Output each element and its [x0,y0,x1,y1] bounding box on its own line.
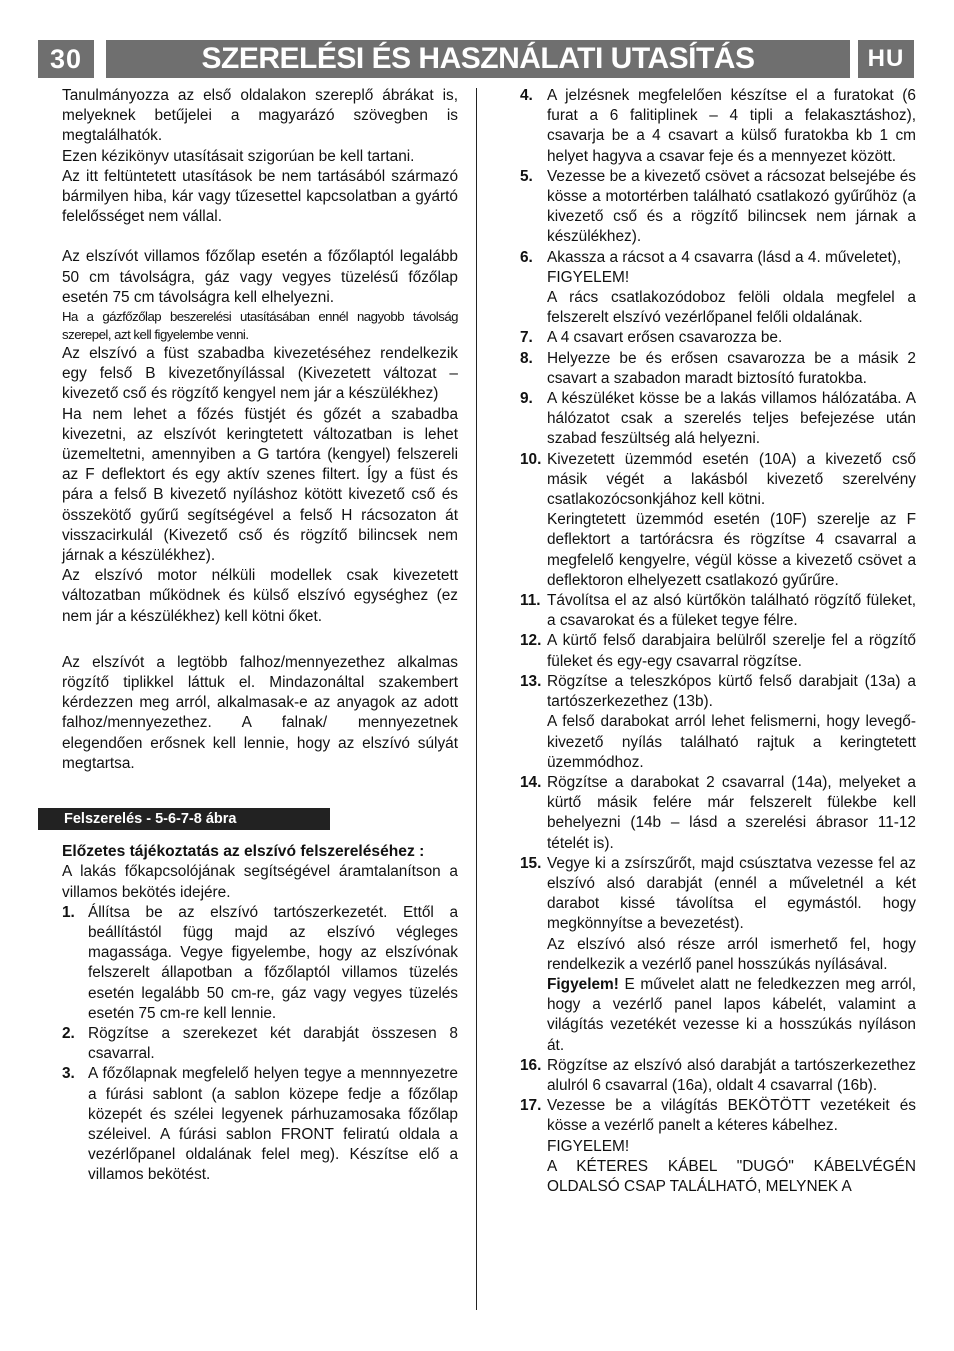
step-text: Rögzítse a darabokat 2 csavarral (14a), melyeket a kürtő másik felére már felszerelt fülekbe kell behelyezni (14b – lásd a szerelési ábrasor 11-12 tételét is). [547,773,916,852]
list-item [520,349,916,389]
step-number: 10. [520,450,542,468]
step-number: 16. [520,1056,542,1074]
spacer [62,774,458,794]
step-text-main: Vezesse be a világítás BEKÖTÖTT vezetékeit és kösse a vezérlő panelt a kéteres kábelhez. [547,1097,916,1135]
paragraph-instructions-strict: Ezen kézikönyv utasításait szigorúan be kell tartani. [62,147,415,165]
step-text [547,854,916,1056]
column-divider [476,88,477,1310]
list-item [520,591,916,631]
step-number: 5. [520,167,533,185]
step-number: 7. [520,329,533,347]
step-number: 4. [520,87,533,104]
list-item [520,86,916,167]
paragraph-ducted: Az elszívó a füst szabadba kivezetéséhez rendelkezik egy felső B kivezetőnyílással (Kivezetett változat – kivezető cső és rögzítő kengyel nem jár a készülékhez) [62,345,458,403]
subheading-preliminary: Előzetes tájékoztatás az elszívó felszereléséhez : [62,843,425,861]
step-note: A KÉTERES KÁBEL "DUGÓ" KÁBELVÉGÉN OLDALSÓ CSAP TALÁLHATÓ, MELYNEK A [547,1157,916,1195]
step-text-main: Rögzítse a teleszkópos kürtő felső darabjait (13a) a tartószerkezethez (13b). [547,672,916,711]
page-number: 30 [38,40,94,78]
step-number: 6. [520,248,533,266]
step-number: 15. [520,854,542,872]
warning-label: Figyelem! [547,975,619,993]
list-item [62,1024,458,1064]
page-title: SZERELÉSI ÉS HASZNÁLATI UTASÍTÁS [106,40,850,78]
step-text [547,248,916,329]
list-item [520,248,916,329]
paragraph-intro: Tanulmányozza az első oldalakon szereplő ábrákat is, melyeknek betűjelei a magyarázó szövegben is megtalálhatók. [62,87,458,145]
warning-text: E művelet alatt ne feledkezzen meg arról, hogy a vezérlő panel lapos kábelét, valamint a világítás vezetékét vezesse ki a hosszúkás nyíláson át. [547,975,916,1054]
warning-label: FIGYELEM! [547,1137,630,1155]
step-number: 13. [520,672,542,690]
step-note: A felső darabokat arról lehet felismerni, hogy levegő-kivezető nyílás található rajtuk a keringtetett üzemmódhoz. [547,713,916,771]
paragraph-power-off: A lakás főkapcsolójának segítségével áramtalanítson a villamos bekötés idejére. [62,863,458,901]
step-text: Rögzítse a szerekezet két darabját összesen 8 csavarral. [88,1024,458,1063]
step-number: 9. [520,390,533,408]
step-text: Vezesse be a kivezető csövet a rácsozat belsejébe és kösse a motortérben található csatlakozó gyűrűhöz (a kivezető cső és a rögzítő bilincsek nem járnak a készülékhez). [547,167,916,246]
step-text-main: Vegye ki a zsírszűrőt, majd csúsztatva vezesse fel az elszívó alsó darabját (ennél a műveletnél a két darabot kissé távolítsa el egymástól. hogy megkönnyítse a bevezetést). [547,854,916,933]
list-item [520,854,916,1056]
paragraph-distance: Az elszívót villamos főzőlap esetén a főzőlaptól legalább 50 cm távolságra, gáz vagy vegyes tüzelésű főzőlap esetén 75 cm távolságra kell elhelyezni. [62,248,458,306]
step-note: Keringtetett üzemmód esetén (10F) szerelje az F deflektort a tartórácsra és rögzítse 4 csavarral a megfelelő kengyelre, végül kösse a kivezető csövet a deflektoron elhelyezett csatlakozó gyűrűre. [547,511,916,589]
steps-list-left [62,903,458,1186]
paragraph-gas-note: Ha a gázfőzőlap beszerelési utasításában ennél nagyobb távolság szerepel, azt kell figyelembe venni. [62,309,458,343]
step-number: 17. [520,1097,542,1115]
list-item [520,773,916,854]
language-badge: HU [858,40,914,78]
list-item [520,328,916,348]
step-number: 8. [520,349,533,367]
paragraph-motorless: Az elszívó motor nélküli modellek csak kivezetett változatban működnek és külső elszívó egységhez (ez nem jár a készülékhez) kell kötni őket. [62,567,458,625]
step-number: 3. [62,1065,75,1083]
step-text: Rögzítse az elszívó alsó darabját a tartószerkezethez alulról 6 csavarral (16a), oldalt 4 csavarral (16b). [547,1056,916,1094]
list-item [520,167,916,248]
paragraph-recirculating: Ha nem lehet a főzés füstjét és gőzét a szabadba kivezetni, az elszívót keringtetett változatban is lehet üzemeltetni, amennyiben a G tartóra (kengyel) felszereli az F deflektort és egy aktív szenes filtert. Így a füst és pára a felső B kivezető nyíláshoz kötött kivezető cső és összekötő gyűrű segítségével a felső H rácsozaton át visszacirkulál (Kivezető cső és rögzítő bilincsek nem járnak a készülékhez). [62,405,458,565]
list-item [62,903,458,1024]
list-item [520,672,916,773]
spacer [62,227,458,247]
step-text: A kürtő felső darabjaira belülről szerelje fel a rögzítő füleket és egy-egy csavarral rögzítse. [547,632,916,670]
step-text: A készüléket kösse be a lakás villamos hálózatába. A hálózatot csak a szerelés teljes befejezése után szabad feszültség alá helyezni. [547,390,916,448]
step-note: Az elszívó alsó része arról ismerhető fel, hogy rendelkezik a vezérlő panel hosszúkás nyílásával. [547,935,916,973]
paragraph-wall-plugs: Az elszívót a legtöbb falhoz/mennyezethez alkalmas rögzítő tiplikkel láttuk el. Mindazonáltal szakembert kérdezzen meg arról, alkalmasak-e az anyagok az adott falhoz/mennyezethez. A falnak/ mennyezetnek elegendően erősnek kell lennie, hogy az elszívó súlyát megtartsa. [62,653,458,772]
step-text-main: Kivezetett üzemmód esetén (10A) a kivezető cső másik végét a lakásból kivezető szerelvény csatlakozócsonkjához kell kötni. [547,450,916,509]
step-note: A rács csatlakozódoboz felöli oldala megfelel a felszerelt elszívó vezérlőpanel felőli oldalának. [547,289,916,327]
list-item [520,450,916,591]
list-item [520,1096,916,1197]
step-text [547,1096,916,1197]
left-column [62,86,458,1186]
step-text: Távolítsa el az alsó kürtőkön található rögzítő füleket, a csavarokat és a füleket tegye félre. [547,592,916,630]
step-text [547,672,916,773]
list-item [520,1056,916,1096]
list-item [520,631,916,671]
step-text: A jelzésnek megfelelően készítse el a furatokat (6 furat a 6 falitiplinek – 4 tipli a felakasztáshoz), csavarja be a 4 csavart a külső furatokba kb 1 cm helyet hagyva a csavar feje és a mennyezet között. [547,87,916,165]
right-column [520,86,916,1197]
section-heading-installation: Felszerelés - 5-6-7-8 ábra [38,808,330,830]
step-text: Helyezze be és erősen csavarozza be a másik 2 csavart a szabadon maradt biztosító furatokba. [547,349,916,387]
list-item [520,389,916,450]
warning-label: FIGYELEM! [547,268,630,286]
step-number: 1. [62,903,75,921]
step-number: 14. [520,773,542,791]
paragraph-liability: Az itt feltüntetett utasítások be nem tartásából származó bármilyen hiba, kár vagy tűzesettel kapcsolatban a gyártó felelősséget nem vállal. [62,167,458,226]
list-item [62,1064,458,1185]
step-number: 12. [520,632,542,650]
step-text: A főzőlapnak megfelelő helyen tegye a mennnyezetre a fúrási sablont (a sablon közepe fedje a főzőlap közepét és szélei legyenek párhuzamosaka főzőlap széleivel. A fúrási sablon FRONT feliratú oldala a vezérlőpanel oldalának felel meg). Készítse elő a villamos bekötést. [88,1065,458,1184]
step-text: Állítsa be az elszívó tartószerkezetét. Ettől a beállítástól függ majd az elszívó végleges magassága. Vegye figyelembe, hogy az elszívónak felszerelt állapotban a főzőlaptól villamos tüzelés esetén legalább 50 cm-re, gáz vagy vegyes tüzelés esetén 75 cm-re kell lennie. [88,903,458,1022]
step-text: A 4 csavart erősen csavarozza be. [547,329,783,347]
step-number: 11. [520,592,541,610]
step-text-main: Akassza a rácsot a 4 csavarra (lásd a 4. műveletet), [547,248,902,266]
step-number: 2. [62,1024,75,1042]
spacer [62,627,458,653]
step-text [547,450,916,591]
